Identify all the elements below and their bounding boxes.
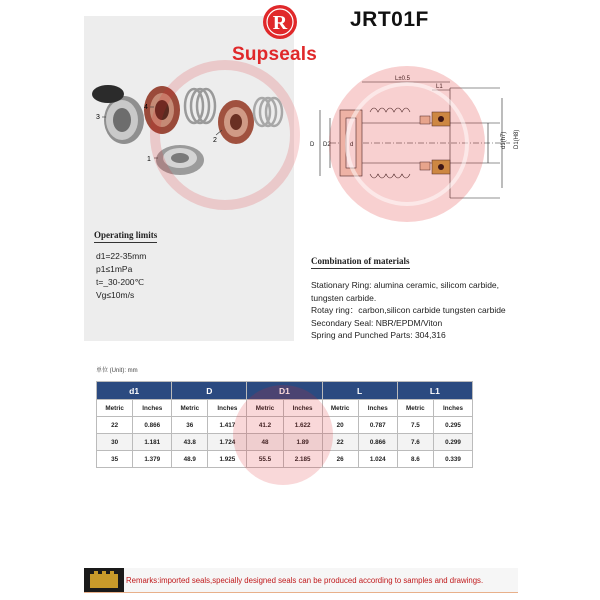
material-line: Stationary Ring: alumina ceramic, silicom carbide, bbox=[311, 280, 500, 290]
limit-item: t=_30-200℃ bbox=[96, 277, 145, 287]
group-D: D bbox=[172, 382, 247, 400]
photo-label-2: 2 bbox=[213, 137, 217, 144]
table-row bbox=[97, 451, 473, 468]
dim-d: d bbox=[350, 142, 354, 148]
table-group-header bbox=[97, 382, 473, 400]
group-L: L bbox=[322, 382, 397, 400]
table-cell: 1.024 bbox=[358, 451, 397, 468]
table-row bbox=[97, 417, 473, 434]
limit-item: Vg≤10m/s bbox=[96, 290, 135, 300]
table-cell: 22 bbox=[322, 434, 358, 451]
product-photo bbox=[84, 62, 294, 224]
table-cell: 0.295 bbox=[433, 417, 472, 434]
table-cell: 2.185 bbox=[283, 451, 322, 468]
dim-d1: d1(h7) bbox=[501, 131, 507, 149]
table-cell: 1.181 bbox=[133, 434, 172, 451]
subheader: Metric bbox=[97, 400, 133, 417]
table-cell: 7.5 bbox=[397, 417, 433, 434]
subheader: Metric bbox=[397, 400, 433, 417]
table-cell: 35 bbox=[97, 451, 133, 468]
table-subheader bbox=[97, 400, 473, 417]
dim-L1: L1 bbox=[436, 84, 443, 90]
supseals-logo bbox=[262, 4, 298, 40]
photo-label-3: 3 bbox=[96, 114, 100, 121]
material-line: tungsten carbide. bbox=[311, 292, 377, 303]
dim-D2: D2 bbox=[323, 142, 331, 148]
material-line: Secondary Seal: NBR/EPDM/Viton bbox=[311, 317, 443, 328]
materials-title: Combination of materials bbox=[311, 256, 410, 269]
group-d1: d1 bbox=[97, 382, 172, 400]
material-line: Spring and Punched Parts: 304,316 bbox=[311, 330, 446, 341]
model-number: JRT01F bbox=[350, 8, 429, 31]
table-cell: 1.89 bbox=[283, 434, 322, 451]
subheader: Inches bbox=[358, 400, 397, 417]
operating-limits-title: Operating limits bbox=[94, 230, 157, 243]
materials-list bbox=[311, 279, 506, 342]
table-row bbox=[97, 434, 473, 451]
table-cell: 36 bbox=[172, 417, 208, 434]
table-cell: 55.5 bbox=[247, 451, 283, 468]
logo-letter: R bbox=[272, 12, 288, 34]
dim-D1: D1(H8) bbox=[514, 129, 520, 149]
subheader: Metric bbox=[172, 400, 208, 417]
dimensions-table bbox=[96, 381, 473, 468]
table-cell: 1.622 bbox=[283, 417, 322, 434]
table-cell: 0.299 bbox=[433, 434, 472, 451]
limit-item: p1≤1mPa bbox=[96, 264, 133, 274]
gear-seal-icon bbox=[84, 568, 124, 592]
table-cell: 0.339 bbox=[433, 451, 472, 468]
subheader: Metric bbox=[247, 400, 283, 417]
material-line: Rotay ring：carbon,silicon carbide tungsten carbide bbox=[311, 305, 506, 316]
table-cell: 20 bbox=[322, 417, 358, 434]
photo-label-1: 1 bbox=[147, 156, 151, 163]
seal-cross-section-drawing bbox=[300, 68, 520, 218]
limit-item: d1=22-35mm bbox=[96, 251, 147, 261]
table-cell: 1.417 bbox=[208, 417, 247, 434]
operating-limits-list bbox=[96, 250, 146, 302]
dim-L: L±0.5 bbox=[395, 76, 410, 82]
footer-divider bbox=[84, 592, 518, 593]
table-cell: 22 bbox=[97, 417, 133, 434]
table-cell: 7.6 bbox=[397, 434, 433, 451]
group-L1: L1 bbox=[397, 382, 472, 400]
table-cell: 30 bbox=[97, 434, 133, 451]
photo-label-4: 4 bbox=[144, 104, 148, 111]
subheader: Metric bbox=[322, 400, 358, 417]
table-cell: 8.6 bbox=[397, 451, 433, 468]
group-D1: D1 bbox=[247, 382, 322, 400]
table-cell: 0.866 bbox=[358, 434, 397, 451]
subheader: Inches bbox=[208, 400, 247, 417]
brand-name: Supseals bbox=[232, 44, 318, 65]
table-cell: 0.866 bbox=[133, 417, 172, 434]
table-cell: 1.724 bbox=[208, 434, 247, 451]
remarks-text: Remarks:imported seals,specially designed seals can be produced according to samples and drawings. bbox=[126, 576, 484, 585]
subheader: Inches bbox=[133, 400, 172, 417]
dim-D: D bbox=[310, 142, 315, 148]
table-cell: 43.8 bbox=[172, 434, 208, 451]
table-cell: 0.787 bbox=[358, 417, 397, 434]
table-cell: 1.379 bbox=[133, 451, 172, 468]
table-cell: 48 bbox=[247, 434, 283, 451]
subheader: Inches bbox=[433, 400, 472, 417]
table-cell: 41.2 bbox=[247, 417, 283, 434]
table-cell: 48.9 bbox=[172, 451, 208, 468]
subheader: Inches bbox=[283, 400, 322, 417]
table-cell: 1.925 bbox=[208, 451, 247, 468]
unit-label: 单位 (Unit): mm bbox=[96, 368, 138, 374]
table-cell: 26 bbox=[322, 451, 358, 468]
